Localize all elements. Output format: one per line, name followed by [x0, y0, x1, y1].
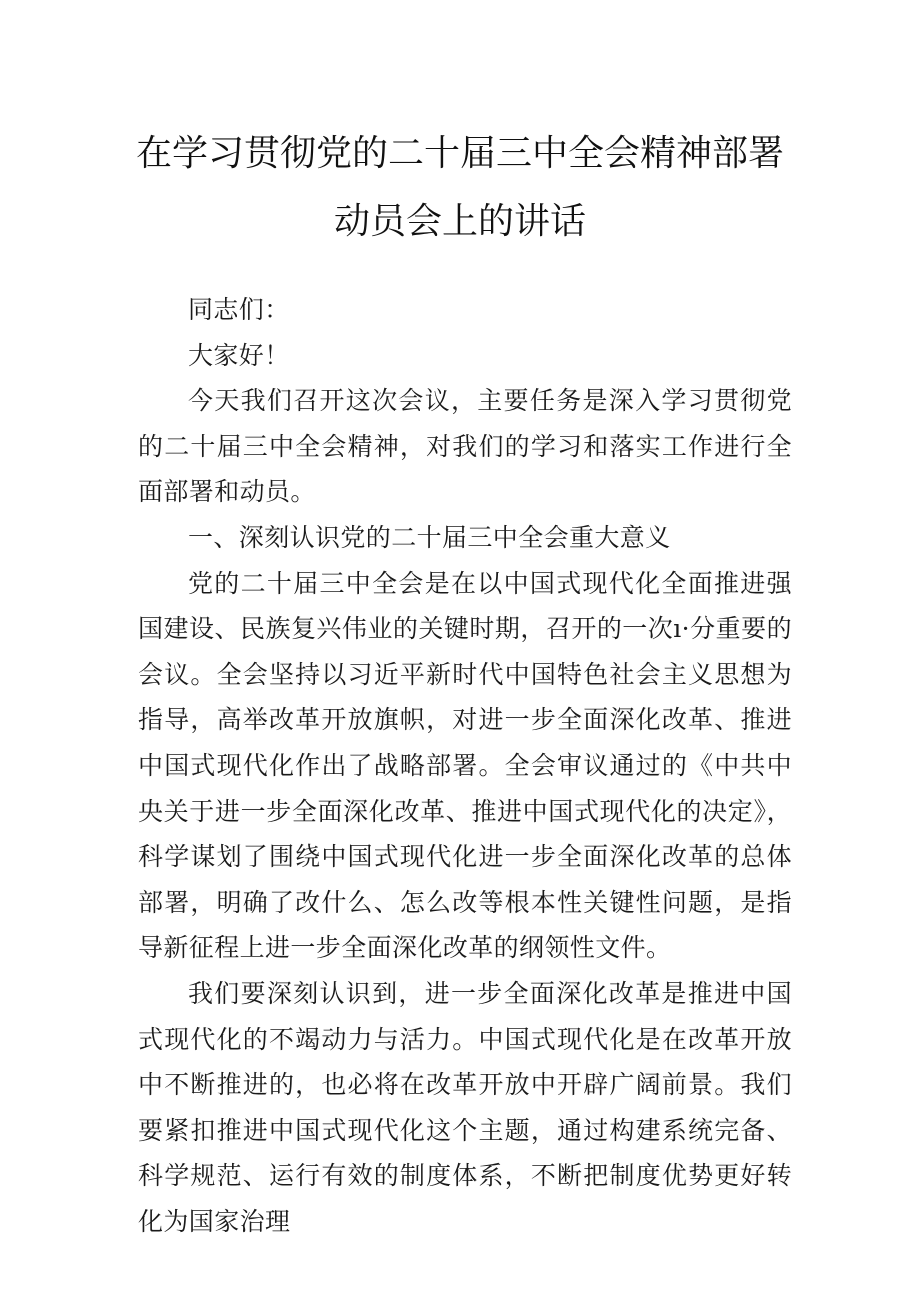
document-body: [138, 287, 792, 1244]
document-title-line-2: 动员会上的讲话: [333, 201, 586, 242]
paragraph-intro: 今天我们召开这次会议，主要任务是深入学习贯彻党的二十届三中全会精神，对我们的学习和落实工作进行全面部署和动员。: [138, 386, 792, 507]
section-heading-1: 一、深刻认识党的二十届三中全会重大意义: [188, 522, 671, 552]
document-title-line-1: 在学习贯彻党的二十届三中全会精神部署: [135, 133, 784, 174]
paragraph-reform: 我们要深刻认识到，进一步全面深化改革是推进中国式现代化的不竭动力与活力。中国式现代化是在改革开放中不断推进的，也必将在改革开放中开辟广阔前景。我们要紧扣推进中国式现代化这个主题，通过构建系统完备、科学规范、运行有效的制度体系，不断把制度优势更好转化为国家治理: [138, 978, 792, 1236]
salutation: 同志们：: [188, 295, 290, 324]
greeting: 大家好！: [188, 340, 290, 370]
paragraph-significance: 党的二十届三中全会是在以中国式现代化全面推进强国建设、民族复兴伟业的关键时期，召开的一次ı·分重要的会议。全会坚持以习近平新时代中国特色社会主义思想为指导，高举改革开放旗帜，对进一步全面深化改革、推进中国式现代化作出了战略部署。全会审议通过的《中共中央关于进一步全面深化改革、推进中国式现代化的决定》，科学谋划了围绕中国式现代化进一步全面深化改革的总体部署，明确了改什么、怎么改等根本性关键性问题，是指导新征程上进一步全面深化改革的纲领性文件。: [138, 568, 792, 963]
